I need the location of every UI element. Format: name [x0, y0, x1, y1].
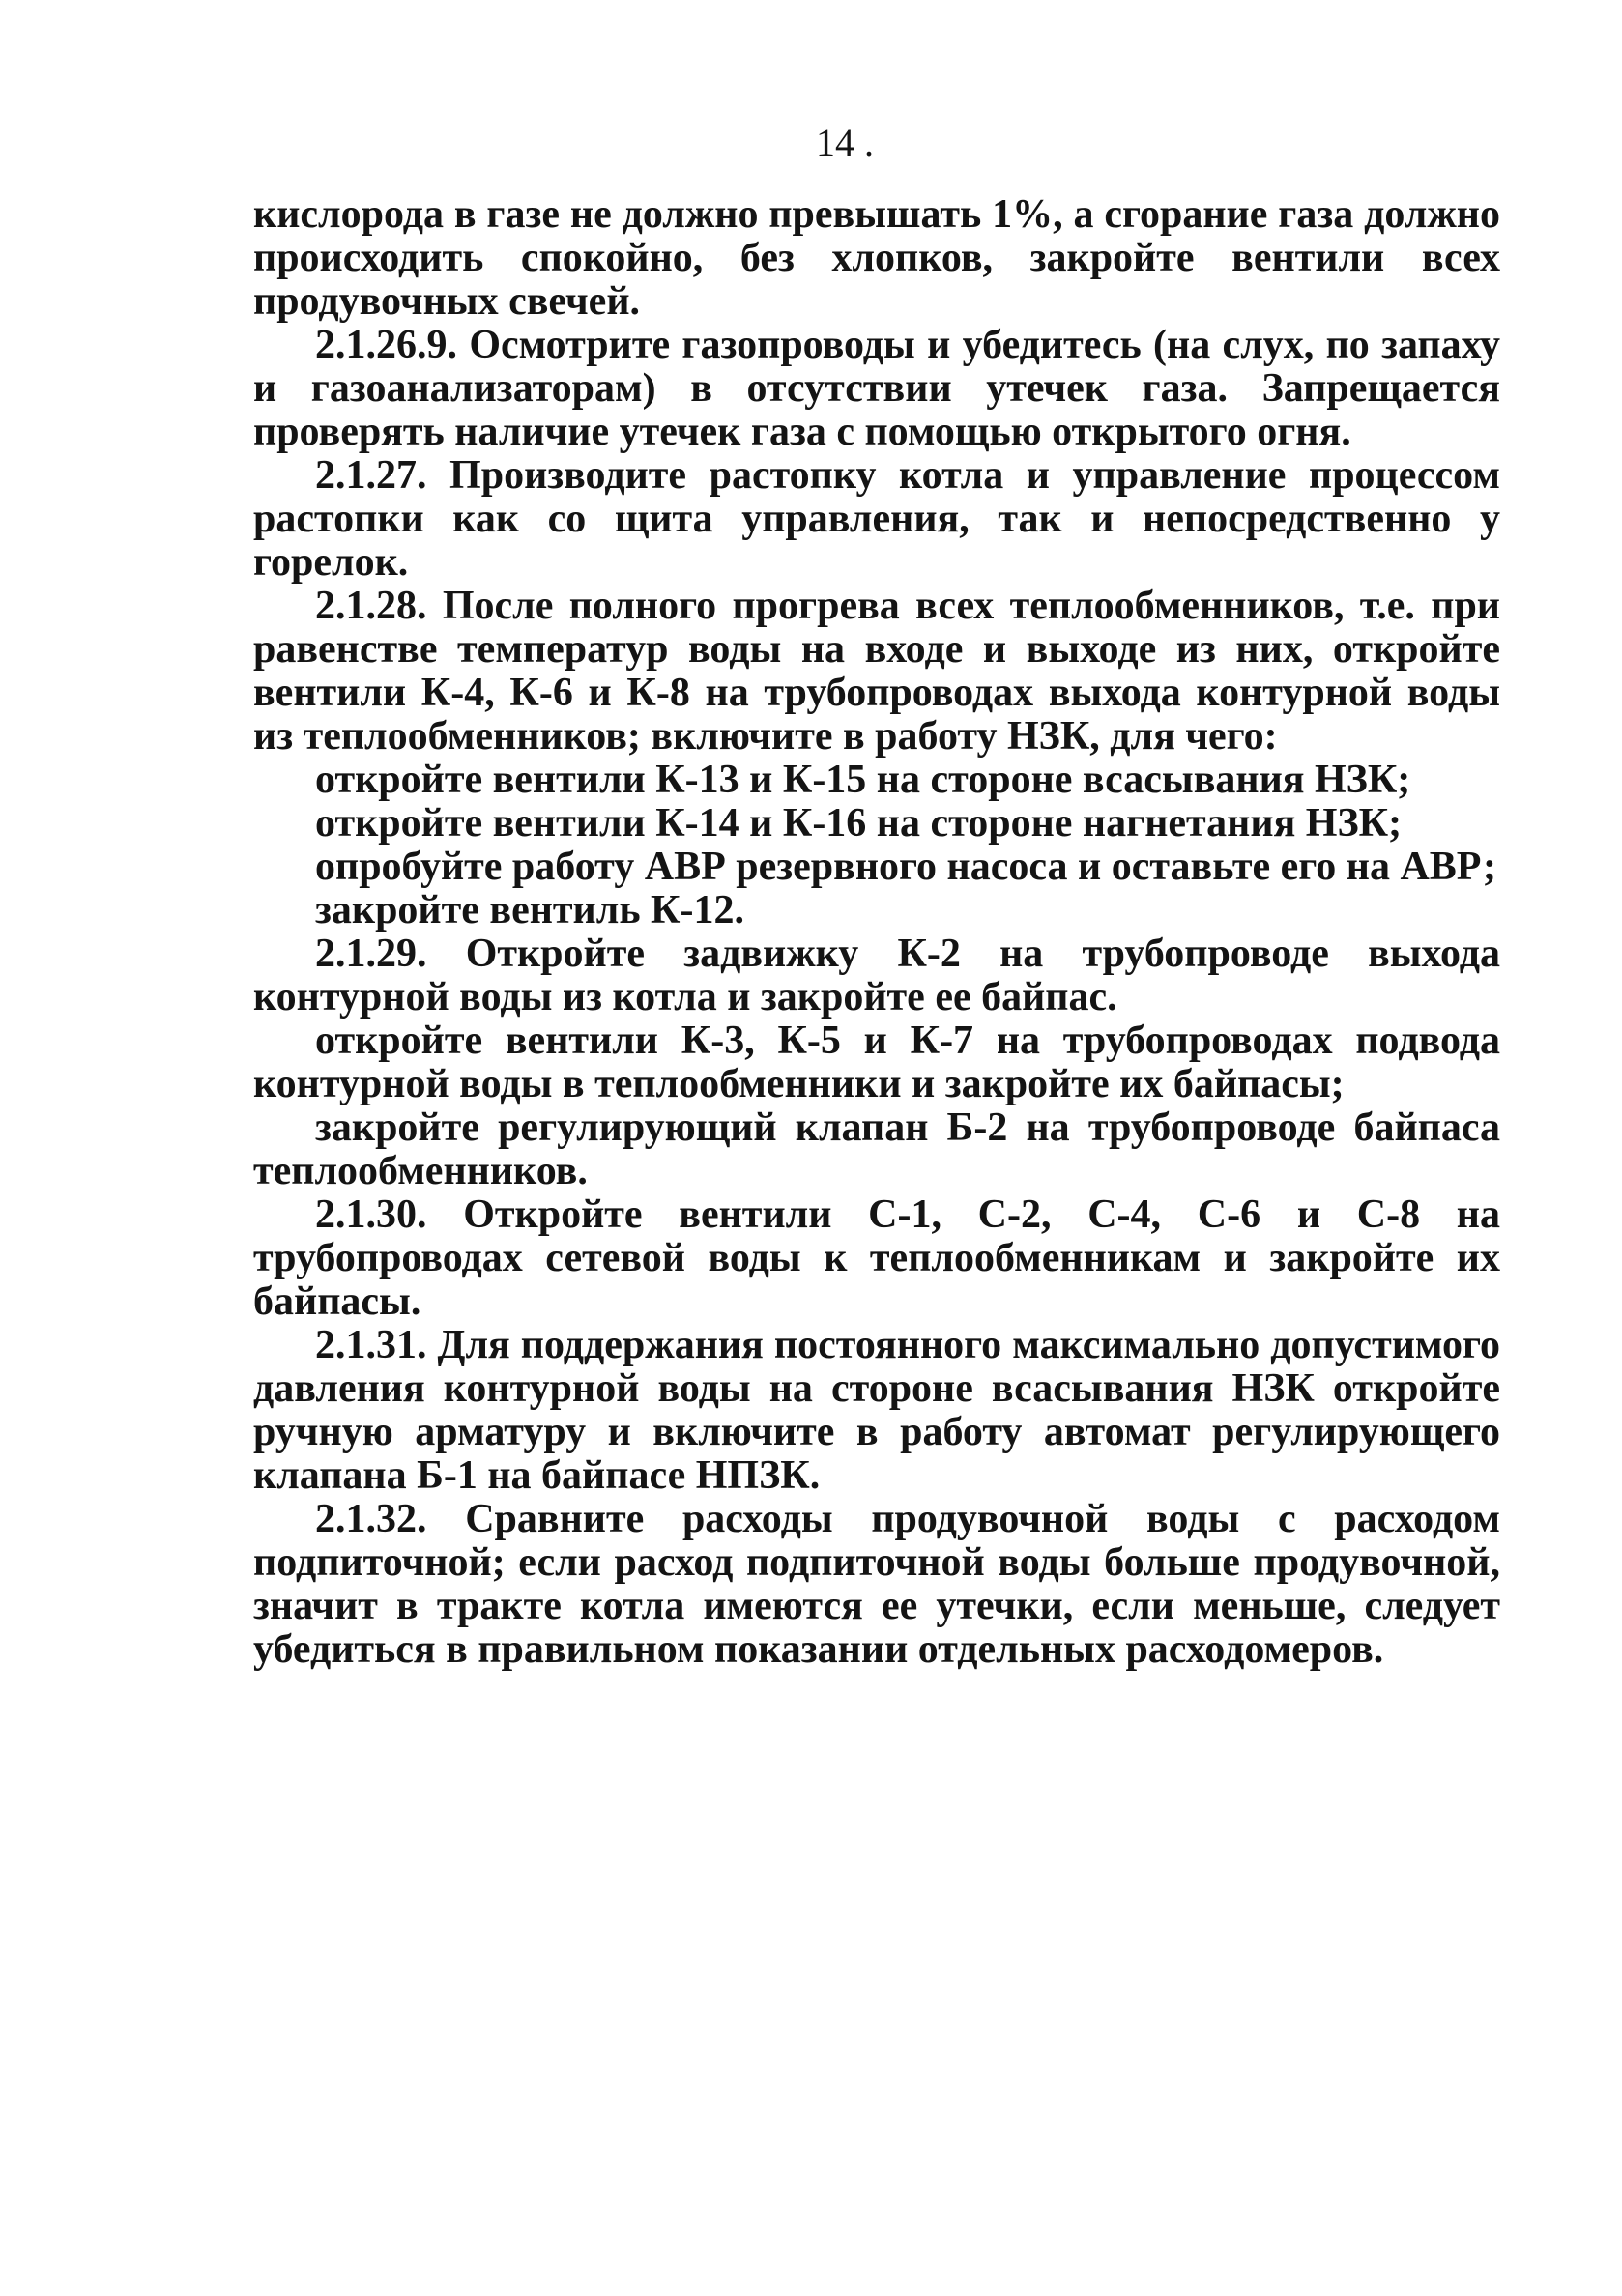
list-item-test-avr: опробуйте работу АВР резервного насоса и оставьте его на АВР; — [315, 845, 1496, 889]
paragraph-2-1-28: 2.1.28. После полного прогрева всех теплообменников, т.е. при равенстве температур воды на входе и выходе из них, откройте вентили К-4, К-6 и К-8 на трубопроводах выхода контурной воды из теплообменников; включите в работу НЗК, для чего: — [253, 584, 1500, 759]
list-item-open-k3-k5-k7: откройте вентили К-3, К-5 и К-7 на трубопроводах подвода контурной воды в теплообменники и закройте их байпасы; — [253, 1019, 1500, 1106]
list-item-close-b2: закройте регулирующий клапан Б-2 на трубопроводе байпаса теплообменников. — [253, 1105, 1500, 1193]
paragraph-2-1-29: 2.1.29. Откройте задвижку К-2 на трубопроводе выхода контурной воды из котла и закройте ее байпас. — [253, 932, 1500, 1019]
list-item-close-k12: закройте вентиль К-12. — [315, 888, 744, 933]
paragraph-continuation: кислорода в газе не должно превышать 1%, а сгорание газа должно происходить спокойно, без хлопков, закройте вентили всех продувочных свечей. — [253, 192, 1500, 324]
paragraph-2-1-27: 2.1.27. Производите растопку котла и управление процессом растопки как со щита управления, так и непосредственно у горелок. — [253, 453, 1500, 585]
page-number: 14 . — [816, 121, 874, 164]
list-item-open-k14-k16: откройте вентили К-14 и К-16 на стороне нагнетания НЗК; — [315, 801, 1403, 846]
paragraph-2-1-26-9: 2.1.26.9. Осмотрите газопроводы и убедитесь (на слух, по запаху и газоанализаторам) в отсутствии утечек газа. Запрещается проверять наличие утечек газа с помощью открытого огня. — [253, 323, 1500, 454]
paragraph-2-1-32: 2.1.32. Сравните расходы продувочной воды с расходом подпиточной; если расход подпиточной воды больше продувочной, значит в тракте котла имеются ее утечки, если меньше, следует убедиться в правильном показании отдельных расходомеров. — [253, 1497, 1500, 1672]
paragraph-2-1-30: 2.1.30. Откройте вентили С-1, С-2, С-4, С-6 и С-8 на трубопроводах сетевой воды к теплообменникам и закройте их байпасы. — [253, 1192, 1500, 1324]
list-item-open-k13-k15: откройте вентили К-13 и К-15 на стороне всасывания НЗК; — [315, 758, 1411, 802]
document-body — [253, 193, 1500, 1672]
paragraph-2-1-31: 2.1.31. Для поддержания постоянного максимально допустимого давления контурной воды на стороне всасывания НЗК откройте ручную арматуру и включите в работу автомат регулирующего клапана Б-1 на байпасе НПЗК. — [253, 1323, 1500, 1498]
